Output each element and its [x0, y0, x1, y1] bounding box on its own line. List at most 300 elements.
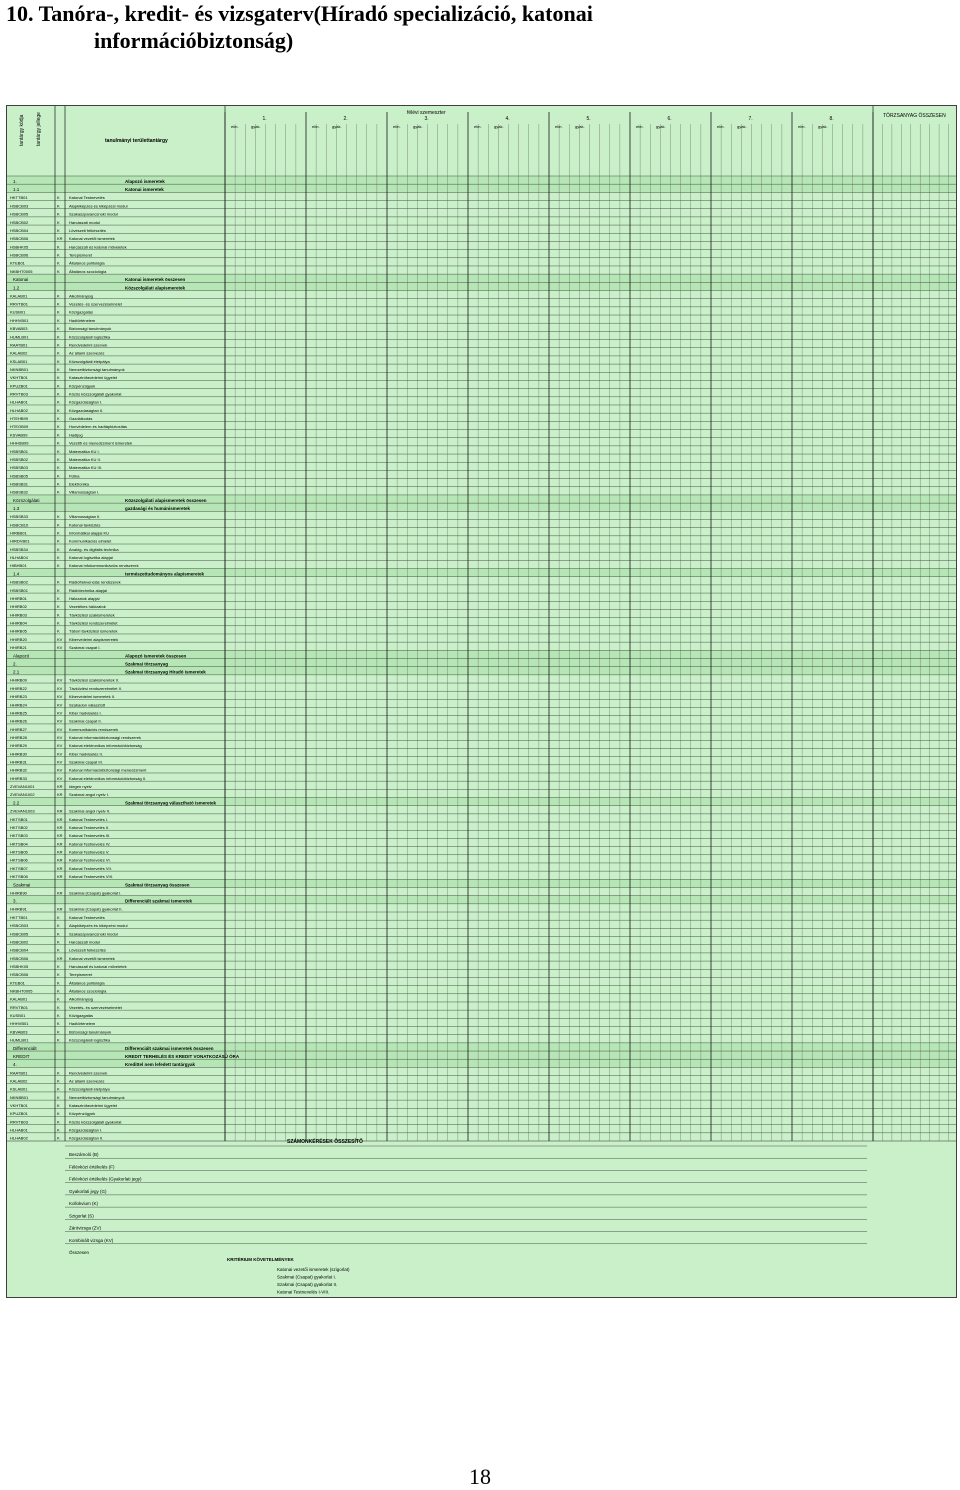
course-code: HSBSB02	[10, 579, 29, 585]
course-code: HSBSB01	[10, 448, 29, 454]
course-code: HHIRB23	[10, 694, 27, 700]
course-type: KV	[57, 685, 63, 691]
course-code: KBVAB03	[10, 326, 28, 332]
course-type: K	[57, 587, 60, 593]
course-code: HHIRB21	[10, 645, 27, 651]
course-type: K	[57, 604, 60, 610]
course-code: HKTSB07	[10, 865, 28, 871]
page-number: 18	[469, 1464, 491, 1489]
course-type: K	[57, 309, 60, 315]
course-code: HHIRB02	[10, 604, 27, 610]
course-name: Katonai Testnevelés III.	[69, 833, 111, 839]
course-name: Kibervédelmi ismeretek II.	[69, 694, 116, 700]
course-type: KR	[57, 816, 63, 822]
course-name: Katonai távközlés	[69, 522, 101, 528]
course-type: K	[57, 1013, 60, 1019]
course-type: K	[57, 416, 60, 422]
course-name: Általános politológia	[69, 980, 105, 986]
course-type: K	[57, 481, 60, 487]
course-code: KSVAB99	[10, 432, 28, 438]
section-number: 1.4	[13, 571, 20, 577]
course-name: Nemzetbiztonsági tanulmányok	[69, 366, 125, 372]
course-name: Közgazdaságtan II.	[69, 1135, 104, 1141]
course-code: HSBCB06	[10, 252, 29, 258]
course-type: K	[57, 1021, 60, 1027]
course-type: KR	[57, 824, 63, 830]
course-type: KR	[57, 841, 63, 847]
course-code: VKHTB01	[10, 1102, 28, 1108]
semester-label-8: 8.	[829, 116, 834, 122]
course-code: HUMLB01	[10, 1037, 29, 1043]
subject-column-header: tanulmányi területtantárgy	[105, 138, 168, 144]
course-type: KR	[57, 906, 63, 912]
course-code: ZVEVAN1003	[10, 808, 35, 814]
section-number: 4.	[13, 1062, 17, 1068]
course-name: Katonai Testnevelés IV.	[69, 841, 111, 847]
section-title: Katonai ismeretek összesen	[125, 277, 186, 283]
course-name: Szakmai csapat III.	[69, 759, 103, 765]
course-type: K	[57, 391, 60, 397]
course-code: HSBSB02	[10, 456, 29, 462]
course-type: K	[57, 530, 60, 536]
course-type: KV	[57, 694, 63, 700]
course-code: HKTSB05	[10, 849, 28, 855]
course-type: K	[57, 219, 60, 225]
course-type: K	[57, 350, 60, 356]
course-type: K	[57, 1086, 60, 1092]
semester-elm-header: elm.	[312, 124, 320, 129]
summary-header-label: TÖRZSANYAG ÖSSZESEN	[883, 113, 946, 119]
course-code: HSBCB03	[10, 923, 29, 929]
course-code: HSBCB02	[10, 939, 29, 945]
course-code: HSBSB32	[10, 489, 29, 495]
course-name: Matematika KU II.	[69, 456, 101, 462]
document-title	[6, 0, 946, 54]
course-code: RAATB01	[10, 342, 28, 348]
course-type: K	[57, 227, 60, 233]
course-name: Katonai Testnevelés VI.	[69, 857, 111, 863]
course-code: HKTTB01	[10, 914, 28, 920]
course-name: Kommunikációs elmélet	[69, 538, 112, 544]
course-code: KALAB01	[10, 996, 28, 1002]
course-name: Katonai vezetői ismeretek	[69, 236, 115, 242]
course-code: KALAB01	[10, 293, 28, 299]
semester-elm-header: elm.	[555, 124, 563, 129]
course-type: KV	[57, 759, 63, 765]
course-code: HHIRB29	[10, 743, 27, 749]
course-code: HSBCB06	[10, 972, 29, 978]
course-type: K	[57, 1004, 60, 1010]
course-name: Katonai elektronikus információbiztonság II.	[69, 775, 147, 781]
semester-elm-header: elm.	[717, 124, 725, 129]
course-name: Közigazgatás	[69, 309, 94, 315]
course-code: KUSB01	[10, 309, 26, 315]
semester-gyak-header: gyak.	[413, 124, 423, 129]
section-number: Katonai	[13, 277, 29, 283]
exam-summary-item: Gyakorlati jegy (G)	[69, 1188, 107, 1194]
course-type: KR	[57, 808, 63, 814]
course-name: Közös közszolgálati gyakorlat	[69, 391, 122, 397]
course-type: K	[57, 579, 60, 585]
course-name: Nemzetbiztonsági tanulmányok	[69, 1094, 125, 1100]
course-type: K	[57, 947, 60, 953]
course-name: Szakaszparancsnoki modul	[69, 931, 118, 937]
section-title: Szakmai törzsanyag Híradó ismeretek	[125, 669, 206, 675]
course-code: HSBCB02	[10, 219, 29, 225]
section-number: Alapozó	[13, 653, 30, 659]
course-name: Analóg- és digitális technika	[69, 546, 119, 552]
course-type: K	[57, 1111, 60, 1117]
course-name: Katonai infokommunikációs rendszerek	[69, 563, 139, 569]
course-code: HKTSB04	[10, 841, 28, 847]
course-type: KR	[57, 874, 63, 880]
course-type: KV	[57, 743, 63, 749]
course-name: Közszolgálati logisztika	[69, 1037, 111, 1043]
section-title: természettudományos alapismeretek	[125, 571, 205, 577]
course-type: K	[57, 546, 60, 552]
course-code: KUSB01	[10, 1013, 26, 1019]
course-code: NKNBB01	[10, 1094, 29, 1100]
course-name: Az állami szervezés	[69, 350, 105, 356]
course-name: Kommunikációs rendszerek	[69, 726, 119, 732]
course-code: HSBHK05	[10, 963, 29, 969]
course-name: Informatikai alapjai KU	[69, 530, 110, 536]
course-code: HTEHB99	[10, 416, 29, 422]
course-code: HSBCB10	[10, 522, 29, 528]
section-title: Szakmai törzsanyag választható ismeretek	[125, 800, 217, 806]
semester-elm-header: elm.	[474, 124, 482, 129]
course-code: HHHVB01	[10, 1021, 29, 1027]
criteria-item: Katonai Testnevelés I-VIII.	[277, 1289, 330, 1295]
course-type: KR	[57, 792, 63, 798]
section-title: Alapozó ismeretek összesen	[125, 653, 187, 659]
section-title: Közszolgálati alapismeretek	[125, 285, 186, 291]
course-code: HHIRB30	[10, 751, 27, 757]
course-name: Vezetés- és szervezéselmélet	[69, 1004, 122, 1010]
criteria-item: Katonai vezetői ismeretek (szigorlat)	[277, 1267, 350, 1272]
course-name: Harcászati és katonai műveletek	[69, 244, 127, 250]
course-type: K	[57, 440, 60, 446]
course-name: Szakmai (Csapat) gyakorlat II.	[69, 906, 123, 912]
course-name: Rádiófrekvenciás rendszerek	[69, 579, 121, 585]
course-type: K	[57, 301, 60, 307]
course-code: KPUZB01	[10, 1111, 28, 1117]
course-type: K	[57, 595, 60, 601]
course-code: HSBSB33	[10, 514, 29, 520]
section-number: Szakmai	[13, 882, 31, 888]
course-type: K	[57, 988, 60, 994]
course-code: KALAB02	[10, 1078, 28, 1084]
course-type: K	[57, 203, 60, 209]
course-type: K	[57, 383, 60, 389]
course-name: Távközlési szakismeretek	[69, 612, 115, 618]
section-number: 1.2	[13, 285, 20, 291]
course-name: Katonai vezetői ismeretek	[69, 955, 115, 961]
course-code: KSLAB01	[10, 1086, 28, 1092]
course-type: K	[57, 195, 60, 201]
course-code: HSBCB04	[10, 227, 29, 233]
course-name: Terepismeret	[69, 972, 93, 978]
course-code: HKTSB02	[10, 824, 28, 830]
course-type: K	[57, 375, 60, 381]
course-type: K	[57, 334, 60, 340]
section-number: 2.	[13, 661, 17, 667]
exam-summary-item: Szigorlat (S)	[69, 1213, 94, 1219]
course-type: K	[57, 1029, 60, 1035]
course-name: Katonai Testnevelés V.	[69, 849, 110, 855]
course-code: HSBCB06	[10, 955, 29, 961]
course-type: K	[57, 1127, 60, 1133]
section-number: 3.	[13, 898, 17, 904]
criteria-title: KRITÉRIUM KÖVETELMÉNYEK	[227, 1257, 294, 1262]
course-code: RRVTB03	[10, 1119, 28, 1125]
course-code: HIRBB01	[10, 530, 27, 536]
course-name: Hadtörténelem	[69, 317, 96, 323]
course-type: K	[57, 1094, 60, 1100]
semester-gyak-header: gyak.	[656, 124, 666, 129]
course-code: HSBSB01	[10, 587, 29, 593]
course-name: Vezetékes hálózatok	[69, 604, 106, 610]
course-name: Közgazdaságtan II.	[69, 407, 104, 413]
course-code: HHIRB27	[10, 726, 27, 732]
course-type: K	[57, 555, 60, 561]
exam-summary-item: Félévközi értékelés (F)	[69, 1164, 115, 1170]
course-type: K	[57, 522, 60, 528]
course-type: K	[57, 211, 60, 217]
course-type: K	[57, 538, 60, 544]
course-name: Szakmai csapat I.	[69, 645, 101, 651]
course-type: KV	[57, 702, 63, 708]
course-type: KV	[57, 767, 63, 773]
course-type: K	[57, 465, 60, 471]
course-name: Gazdálkodás	[69, 416, 93, 422]
semester-label-5: 5.	[586, 116, 591, 122]
course-code: HHIRB04	[10, 620, 27, 626]
course-name: Kiber hadviselés I.	[69, 710, 102, 716]
course-code: HHIRB24	[10, 702, 27, 708]
section-title: Szakmai törzsanyag	[125, 661, 169, 667]
course-name: Közszolgálati logisztika	[69, 334, 111, 340]
course-name: Honvédelem és hadtápbiztosítás	[69, 424, 128, 430]
semester-label-7: 7.	[748, 116, 753, 122]
course-code: ZVEVAN1002	[10, 792, 35, 798]
course-type: K	[57, 489, 60, 495]
course-code: HHIRB03	[10, 612, 27, 618]
course-type: K	[57, 317, 60, 323]
course-name: Katonai Testnevelés	[69, 195, 105, 201]
course-type: KR	[57, 890, 63, 896]
course-name: Kiber hadviselés II.	[69, 751, 103, 757]
course-type: K	[57, 244, 60, 250]
course-type: K	[57, 972, 60, 978]
exam-summary-item: Záróvizsga (ZV)	[69, 1225, 102, 1231]
course-name: Katonai Testnevelés	[69, 914, 105, 920]
course-code: HIRDVB01	[10, 538, 30, 544]
course-name: Katonai Testnevelés I.	[69, 816, 109, 822]
course-code: HSBCB05	[10, 931, 29, 937]
course-type: K	[57, 424, 60, 430]
semester-gyak-header: gyak.	[575, 124, 585, 129]
course-type: KV	[57, 751, 63, 757]
course-code: KSLAB01	[10, 358, 28, 364]
course-type: K	[57, 620, 60, 626]
course-type: K	[57, 939, 60, 945]
course-code: ZVEVAN1001	[10, 784, 35, 790]
course-type: K	[57, 563, 60, 569]
course-code: HSBCB03	[10, 203, 29, 209]
course-code: HHIRB26	[10, 718, 27, 724]
course-name: Katonai Testnevelés VII.	[69, 865, 112, 871]
course-name: Biztonsági tanulmányok	[69, 326, 112, 332]
course-code: HSBCB04	[10, 947, 29, 953]
section-number: 2.2	[13, 800, 20, 806]
course-code: RAATB01	[10, 1070, 28, 1076]
course-code: HSBCB05	[10, 211, 29, 217]
course-code: NKNBB01	[10, 366, 29, 372]
course-type: K	[57, 252, 60, 258]
exam-summary-item: Kollokvium (K)	[69, 1201, 99, 1207]
course-code: HSBSB05	[10, 473, 29, 479]
course-type: K	[57, 1119, 60, 1125]
course-name: Szakmai angol nyelv I.	[69, 792, 110, 798]
course-code: RRVTB03	[10, 391, 28, 397]
course-name: Katonai információbiztonsági rendszerek	[69, 734, 142, 740]
course-type: K	[57, 407, 60, 413]
course-type: KR	[57, 955, 63, 961]
course-name: Alkotmányjog	[69, 293, 94, 299]
course-name: Matematika KU III.	[69, 465, 102, 471]
course-type: KR	[57, 236, 63, 242]
course-name: Szabadon választott	[69, 702, 106, 708]
section-title: Szakmai törzsanyag összesen	[125, 882, 190, 888]
course-name: Elektronika	[69, 481, 89, 487]
course-name: Hadtörténelem	[69, 1021, 96, 1027]
course-name: Rádiótechnika alapjai	[69, 587, 108, 593]
course-name: Szakmai csapat II.	[69, 718, 102, 724]
course-name: Közszolgálati életpálya	[69, 1086, 110, 1092]
course-code: KTEB01	[10, 260, 25, 266]
course-code: HHIRB20	[10, 636, 27, 642]
course-code: KBVAB03	[10, 1029, 28, 1035]
course-name: Távközlési rendszerelmélet II.	[69, 685, 122, 691]
course-code: HHIRB25	[10, 710, 27, 716]
course-type: K	[57, 1135, 60, 1141]
section-number: 2.1	[13, 669, 20, 675]
course-code: HLHAB01	[10, 1127, 28, 1133]
course-type: K	[57, 923, 60, 929]
course-type: K	[57, 326, 60, 332]
course-name: Katonai információbiztonsági menedzsment	[69, 767, 147, 773]
course-type: K	[57, 358, 60, 364]
course-type: K	[57, 996, 60, 1002]
semester-gyak-header: gyak.	[494, 124, 504, 129]
course-name: Hadijog	[69, 432, 83, 438]
course-type: KV	[57, 775, 63, 781]
course-code: HHIRB22	[10, 685, 27, 691]
course-code: KALAB02	[10, 350, 28, 356]
section-title: gazdasági és humánismeretek	[125, 506, 191, 512]
course-name: Lövészeti felkészítés	[69, 947, 106, 953]
course-type: K	[57, 1102, 60, 1108]
spreadsheet-grid	[7, 106, 957, 1298]
section-title: Katonai ismeretek	[125, 187, 164, 193]
course-type: K	[57, 432, 60, 438]
section-title: Kredittel nem lefedett tantárgyak	[125, 1062, 196, 1068]
summary-area	[7, 1146, 957, 1298]
course-name: Alkotmányjog	[69, 996, 94, 1002]
course-name: Alapkiképzés és kiképzési modul	[69, 923, 128, 929]
course-type: KV	[57, 636, 63, 642]
course-name: Katasztrófavédelmi ügyelet	[69, 375, 118, 381]
course-name: Villamosságtan I.	[69, 489, 100, 495]
course-type: K	[57, 914, 60, 920]
curriculum-spreadsheet-image	[6, 105, 957, 1298]
course-type: K	[57, 628, 60, 634]
criteria-item: Szakmai (Csapat) gyakorlat I.	[277, 1274, 337, 1280]
course-code: HKTSB03	[10, 833, 28, 839]
course-type: KR	[57, 833, 63, 839]
course-code: NKBHT0005	[10, 268, 33, 274]
section-number: Közszolgálati	[13, 497, 40, 503]
exam-summary-item: Félévközi értékelés (Gyakorlati jegy)	[69, 1176, 142, 1182]
course-name: Katonai logisztika alapjai	[69, 555, 113, 561]
course-name: Általános szociológia	[69, 988, 107, 994]
course-code: HHIRB32	[10, 767, 27, 773]
code-column-header: tantárgy kódja	[19, 114, 25, 146]
course-code: HHIRB91	[10, 906, 27, 912]
course-code: NKBHT0005	[10, 988, 33, 994]
course-code: RRVTB01	[10, 301, 28, 307]
course-name: Szakaszparancsnoki modul	[69, 211, 118, 217]
course-code: HIBHB01	[10, 563, 27, 569]
course-code: HHHVB01	[10, 317, 29, 323]
course-name: Harcászati modul	[69, 939, 100, 945]
semester-elm-header: elm.	[393, 124, 401, 129]
course-name: Tábori távközlési ismeretek	[69, 628, 118, 634]
course-name: Villamosságtan II.	[69, 514, 101, 520]
section-number: 1.1	[13, 187, 20, 193]
course-name: Vezetés- és szervezéselmélet	[69, 301, 122, 307]
course-name: Lövészeti felkészítés	[69, 227, 106, 233]
course-code: HHIRB01	[10, 595, 27, 601]
exam-summary-item: Összesen	[69, 1250, 90, 1255]
course-code: HLHAB01	[10, 399, 28, 405]
course-name: Közgazdaságtan I.	[69, 399, 103, 405]
course-name: Közgazdaságtan I.	[69, 1127, 103, 1133]
course-name: Az állami szervezés	[69, 1078, 105, 1084]
course-code: KTEB01	[10, 980, 25, 986]
course-code: HKTTB01	[10, 195, 28, 201]
course-code: HKTSB06	[10, 857, 28, 863]
course-code: HHIRB05	[10, 628, 27, 634]
section-title: Differenciált szakmai ismeretek	[125, 898, 193, 904]
course-code: RRVTB01	[10, 1004, 28, 1010]
semester-label-1: 1.	[262, 116, 267, 122]
course-code: HSBSB03	[10, 465, 29, 471]
course-code: HLHAB04	[10, 555, 28, 561]
course-type: KV	[57, 726, 63, 732]
course-type: K	[57, 456, 60, 462]
course-name: Kibervédelmi alapismeretek	[69, 636, 119, 642]
course-type: K	[57, 1037, 60, 1043]
course-code: HHIRB09	[10, 677, 27, 683]
course-name: Közpénzügyek	[69, 1111, 96, 1117]
title-line-2: információbiztonság)	[94, 28, 294, 53]
course-type: KV	[57, 718, 63, 724]
course-name: Hálózatok alapjai	[69, 595, 100, 601]
course-type: K	[57, 448, 60, 454]
course-code: KPUZB01	[10, 383, 28, 389]
